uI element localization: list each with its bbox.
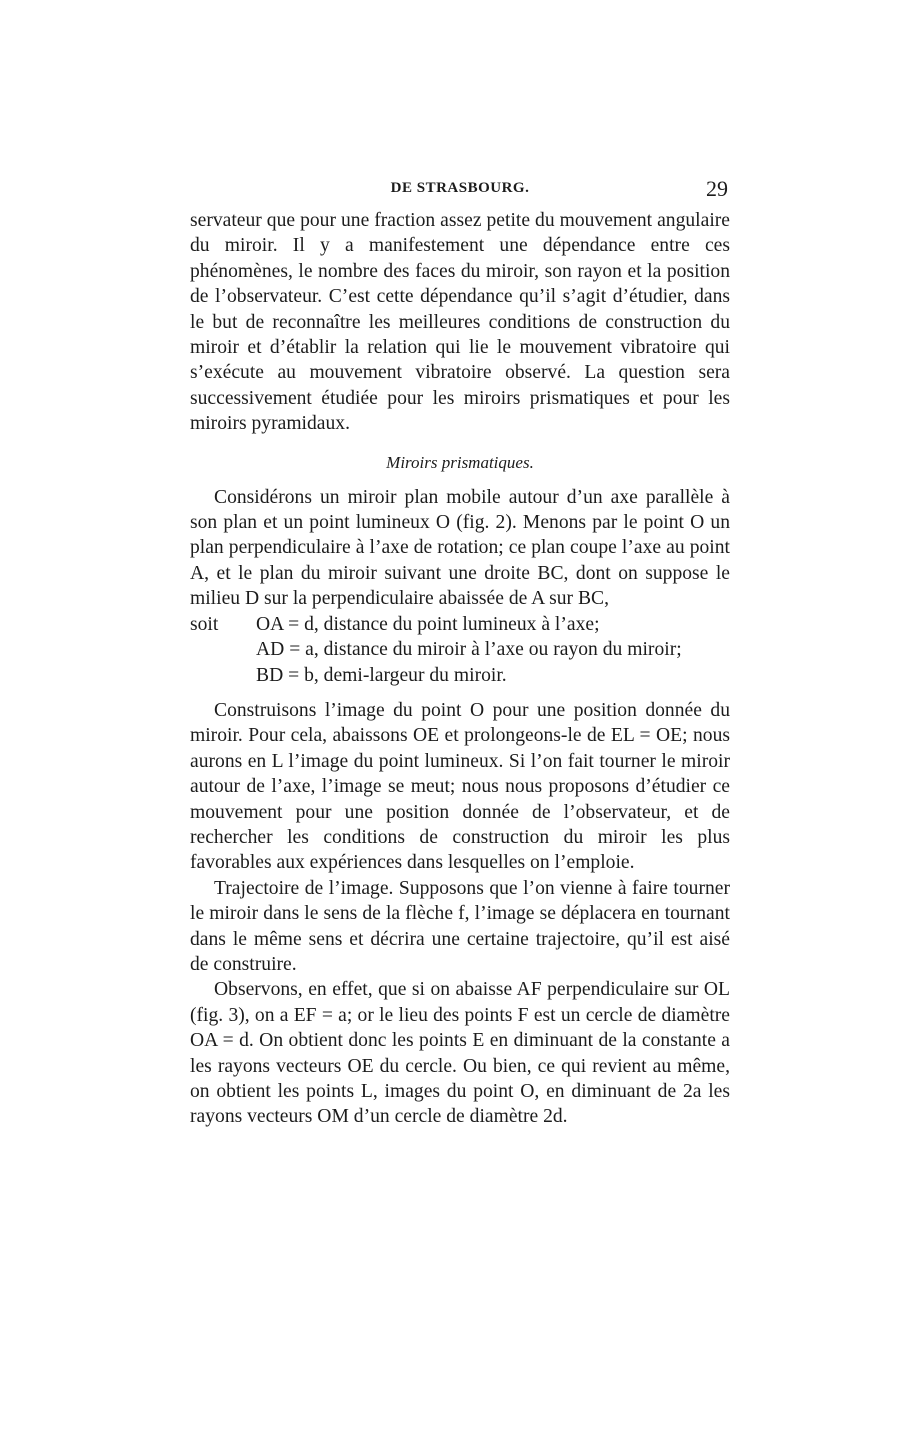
definition-oa [190,612,730,637]
definition-ad-text: AD = a, distance du miroir à l’axe ou rayon du miroir; [256,639,682,661]
definition-ad [190,637,730,662]
paragraph-trajectoire: Trajectoire de l’image. Supposons que l’on vienne à faire tourner le miroir dans le sens de la flèche f, l’image se déplacera en tournant dans le même sens et décrira une certaine trajectoire, qu’il est aisé de construire. [190,877,730,975]
section-title: Miroirs prismatiques. [386,452,534,472]
definition-bd [190,663,730,688]
page-header [190,176,730,204]
page-body [190,208,730,1130]
running-head: DE STRASBOURG. [390,180,530,196]
definition-bd-text: BD = b, demi-largeur du miroir. [256,664,507,686]
definition-prefix: soit [190,613,219,635]
paragraph-construisons: Construisons l’image du point O pour une position donnée du miroir. Pour cela, abaissons OE et prolongeons-le de EL = OE; nous aurons en L l’image du point lumineux. Si l’on fait tourner le miroir autour de l’axe, l’image se meut; nous nous proposons d’étudier ce mouvement pour une position donnée de l’observateur, et de rechercher les conditions de construction du miroir les plus favorables aux expériences dans lesquelles on l’emploie. [190,699,730,874]
page-number: 29 [706,176,728,201]
paragraph-observons: Observons, en effet, que si on abaisse AF perpendiculaire sur OL (fig. 3), on a EF = a; or le lieu des points F est un cercle de diamètre OA = d. On obtient donc les points E en diminuant de la constante a les rayons vecteurs OE du cercle. Ou bien, ce qui revient au même, on obtient les points L, images du point O, en diminuant de 2a les rayons vecteurs OM d’un cercle de diamètre 2d. [190,979,730,1128]
paragraph-intro: servateur que pour une fraction assez petite du mouvement angulaire du miroir. Il y a manifestement une dépendance entre ces phénomènes, le nombre des faces du miroir, son rayon et la position de l’observateur. C’est cette dépendance qu’il s’agit d’étudier, dans le but de reconnaître les meilleures conditions de construction du miroir et d’établir la relation qui lie le mouvement vibratoire qui s’exécute au mouvement vibratoire observé. La question sera successivement étudiée pour les miroirs prismatiques et pour les miroirs pyramidaux. [190,210,730,435]
paragraph-considerons: Considérons un miroir plan mobile autour d’un axe parallèle à son plan et un point lumineux O (fig. 2). Menons par le point O un plan perpendiculaire à l’axe de rotation; ce plan coupe l’axe au point A, et le plan du miroir suivant une droite BC, dont on suppose le milieu D sur la perpendiculaire abaissée de A sur BC, [190,486,730,610]
definition-oa-text: OA = d, distance du point lumineux à l’axe; [256,613,600,635]
